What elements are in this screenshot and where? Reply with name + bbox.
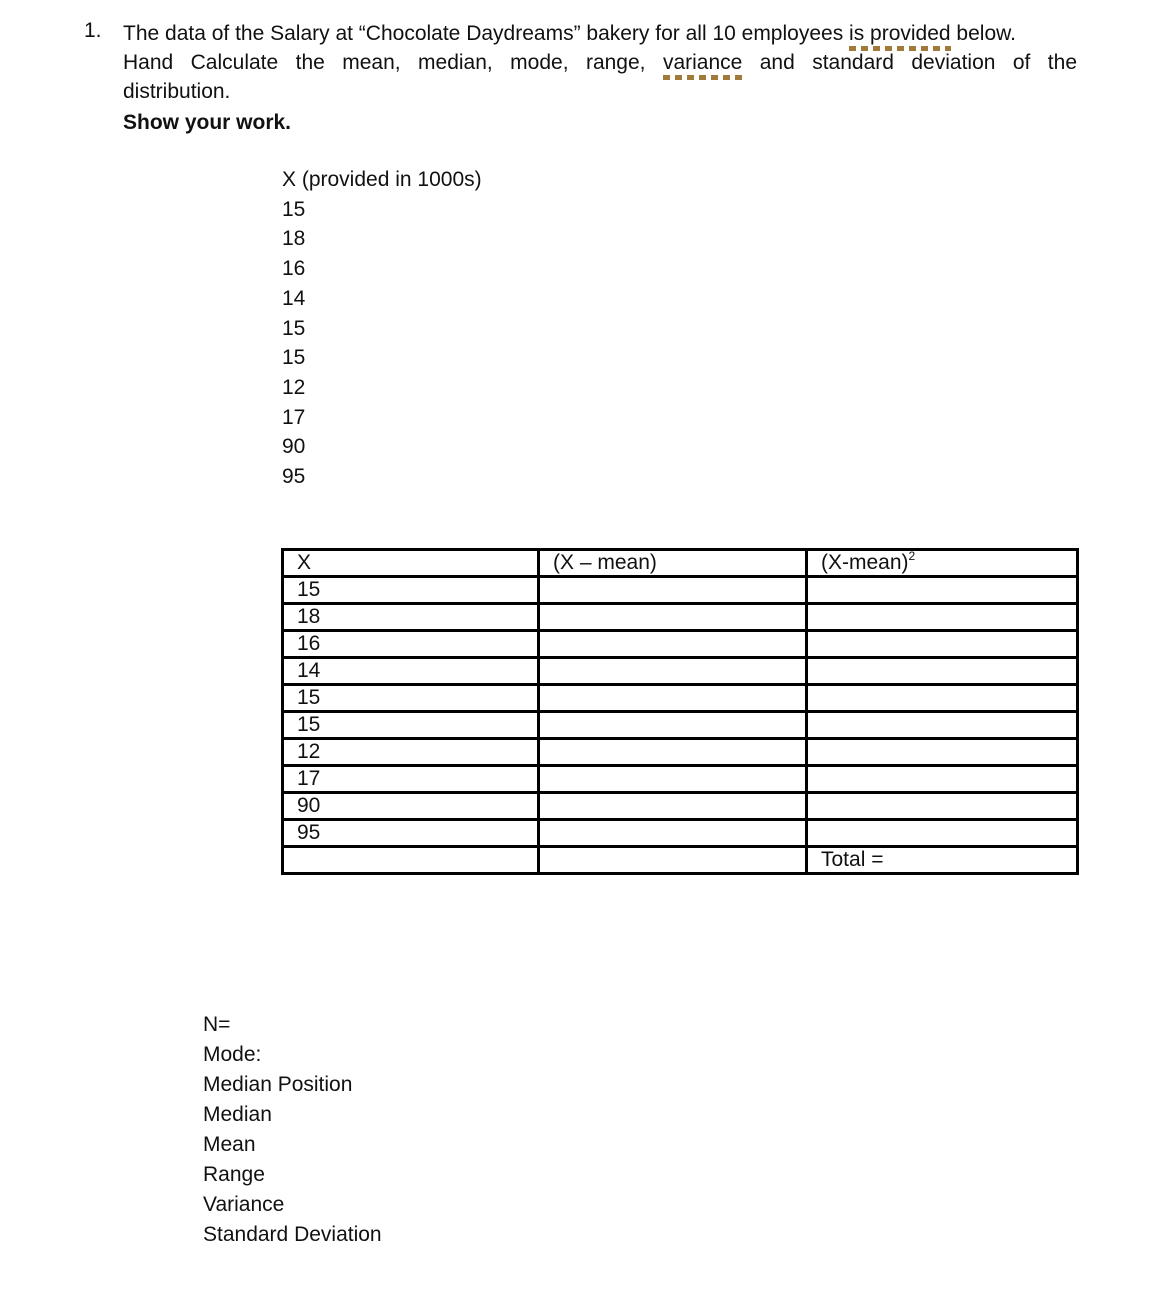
x-cell: 14: [283, 658, 539, 685]
x-cell: 15: [283, 685, 539, 712]
question-number: 1.: [84, 19, 102, 42]
empty-cell: [283, 847, 539, 874]
table-total-row: [283, 847, 1078, 874]
variance-label: Variance: [203, 1193, 285, 1216]
data-list-item: 15: [282, 316, 306, 340]
n-label: N=: [203, 1013, 231, 1036]
answer-labels: [203, 1010, 382, 1250]
squared-cell[interactable]: [807, 739, 1078, 766]
squared-cell[interactable]: [807, 577, 1078, 604]
deviation-cell[interactable]: [539, 712, 807, 739]
x-cell: 18: [283, 604, 539, 631]
data-list-item: 17: [282, 405, 306, 429]
range-label: Range: [203, 1163, 265, 1186]
squared-cell[interactable]: [807, 766, 1078, 793]
mean-label: Mean: [203, 1133, 256, 1156]
question-text: [123, 19, 1077, 137]
data-list: [282, 165, 482, 492]
data-list-item: 90: [282, 435, 306, 459]
squared-cell[interactable]: [807, 712, 1078, 739]
x-cell: 17: [283, 766, 539, 793]
x-cell: 16: [283, 631, 539, 658]
data-list-item: 15: [282, 346, 306, 370]
deviation-cell[interactable]: [539, 766, 807, 793]
x-cell: 95: [283, 820, 539, 847]
squared-cell[interactable]: [807, 631, 1078, 658]
header-x: X: [283, 550, 539, 577]
data-list-item: 14: [282, 286, 306, 310]
deviation-cell[interactable]: [539, 685, 807, 712]
instruction-text: Show your work.: [123, 111, 292, 134]
squared-cell[interactable]: [807, 793, 1078, 820]
median-label: Median: [203, 1103, 272, 1126]
question-line-3: distribution.: [123, 80, 231, 103]
deviation-cell[interactable]: [539, 739, 807, 766]
data-list-item: 18: [282, 227, 306, 251]
table-row: [283, 739, 1078, 766]
deviation-cell[interactable]: [539, 793, 807, 820]
data-list-header: X (provided in 1000s): [282, 168, 482, 191]
question-line-1: The data of the Salary at “Chocolate Daydreams” bakery for all 10 employees is provided below.: [123, 22, 1016, 45]
squared-cell[interactable]: [807, 685, 1078, 712]
data-list-item: 95: [282, 465, 306, 489]
header-deviation: (X – mean): [539, 550, 807, 577]
x-cell: 12: [283, 739, 539, 766]
mode-label: Mode:: [203, 1043, 262, 1066]
table-header-row: [283, 550, 1078, 577]
deviation-cell[interactable]: [539, 604, 807, 631]
work-table: [281, 548, 1079, 875]
squared-cell[interactable]: [807, 820, 1078, 847]
deviation-cell[interactable]: [539, 631, 807, 658]
data-list-item: 16: [282, 257, 306, 281]
table-row: [283, 793, 1078, 820]
header-squared: (X-mean)$^2$: [807, 550, 1078, 577]
table-row: [283, 685, 1078, 712]
question-line-2: Hand Calculate the mean, median, mode, range, variance and standard deviation of the: [123, 51, 1077, 74]
squared-cell[interactable]: [807, 658, 1078, 685]
median-position-label: Median Position: [203, 1073, 353, 1096]
table-row: [283, 658, 1078, 685]
deviation-cell[interactable]: [539, 820, 807, 847]
deviation-cell[interactable]: [539, 577, 807, 604]
x-cell: 15: [283, 712, 539, 739]
std-dev-label: Standard Deviation: [203, 1223, 382, 1246]
table-row: [283, 604, 1078, 631]
data-list-item: 12: [282, 375, 306, 399]
grammar-flag[interactable]: variance: [662, 51, 743, 74]
empty-cell: [539, 847, 807, 874]
table-row: [283, 631, 1078, 658]
squared-cell[interactable]: [807, 604, 1078, 631]
data-list-item: 15: [282, 197, 306, 221]
x-cell: 15: [283, 577, 539, 604]
table-row: [283, 766, 1078, 793]
x-cell: 90: [283, 793, 539, 820]
table-row: [283, 577, 1078, 604]
grammar-flag[interactable]: is provided: [849, 22, 951, 45]
total-cell[interactable]: Total =: [807, 847, 1078, 874]
table-row: [283, 820, 1078, 847]
deviation-cell[interactable]: [539, 658, 807, 685]
table-row: [283, 712, 1078, 739]
